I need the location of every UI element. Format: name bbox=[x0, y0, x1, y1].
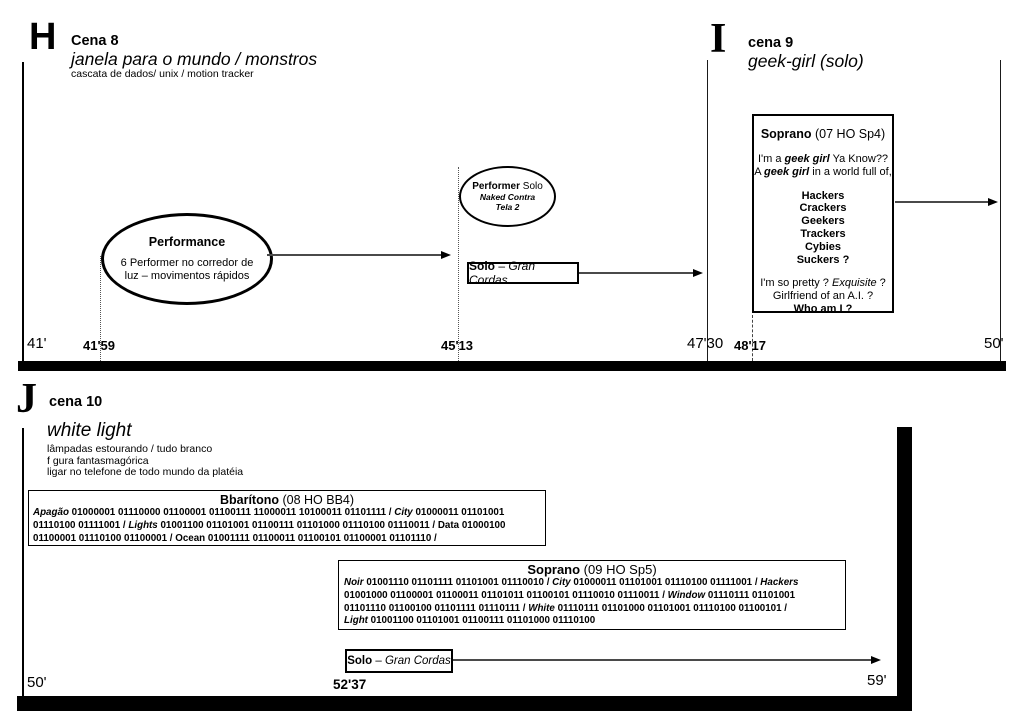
performance-ellipse-desc2: luz – movimentos rápidos bbox=[124, 270, 250, 282]
section-i-letter: I bbox=[710, 16, 727, 62]
scene-j-subtitle: white light bbox=[47, 420, 132, 441]
soprano-binary-line: 01001000 01100001 01100011 01101011 01100101 01110010 01110011 / Window 01110111 01101001 bbox=[344, 589, 796, 601]
arrow-shaft bbox=[453, 659, 874, 661]
arrow-shaft bbox=[895, 201, 991, 203]
soprano-sp4-title: Soprano (07 HO Sp4) bbox=[760, 127, 886, 141]
scene-j-note-3: ligar no telefone de todo mundo da platéia bbox=[47, 466, 244, 478]
soprano-sp4-box bbox=[752, 114, 894, 313]
spacer bbox=[754, 266, 892, 277]
arrow-head-icon bbox=[988, 198, 998, 206]
timeline-bar-top bbox=[18, 361, 1006, 371]
soprano-sp4-line5: Who am I ? bbox=[793, 302, 853, 315]
scene-j-title: cena 10 bbox=[49, 394, 103, 410]
scene-h-note: cascata de dados/ unix / motion tracker bbox=[71, 68, 254, 80]
scene-i-header bbox=[748, 35, 864, 71]
cue-line-50 bbox=[1000, 60, 1001, 361]
performer-solo-title: Performer Solo bbox=[472, 181, 543, 192]
baritone-bb4-title: Bbarítono (08 HO BB4) bbox=[219, 493, 355, 507]
baritone-binary-line: 01100001 01110100 01100001 / Ocean 01001111 01100011 01100101 01100001 01101110 / bbox=[33, 532, 437, 544]
scene-j-start-line bbox=[22, 428, 24, 697]
soprano-binary-line: Noir 01001110 01101111 01101001 01110010 / City 01000011 01101001 01110100 01111001 / Hackers bbox=[344, 577, 799, 588]
time-label-59: 59' bbox=[867, 672, 887, 689]
performer-solo-sub2: Tela 2 bbox=[495, 202, 520, 212]
scene-i-title: cena 9 bbox=[748, 35, 794, 51]
solo-gran-cordas-box-j bbox=[345, 649, 453, 673]
scene-h-header bbox=[71, 33, 317, 80]
soprano-sp4-list-item: Hackers bbox=[801, 189, 845, 202]
scene-j-note-2: f gura fantasmagórica bbox=[47, 454, 149, 467]
soprano-sp4-list-item: Suckers ? bbox=[796, 253, 850, 266]
scene-h-subtitle: janela para o mundo / monstros bbox=[71, 49, 318, 69]
timeline-bar-bottom bbox=[17, 696, 912, 711]
soprano-sp5-title: Soprano (09 HO Sp5) bbox=[527, 562, 657, 577]
performer-solo-ellipse bbox=[459, 166, 556, 227]
solo-gran-cordas-label-j: Solo – Gran Cordas bbox=[347, 655, 451, 667]
scene-h-title: Cena 8 bbox=[71, 33, 119, 49]
baritone-binary-line: 01110100 01111001 / Lights 01001100 01101001 01100111 01101000 01110100 01110011 / Data 01000100 bbox=[33, 519, 506, 531]
solo-gran-cordas-box-h bbox=[467, 259, 579, 287]
scene-j-description bbox=[47, 420, 243, 479]
time-label-47-30: 47'30 bbox=[687, 335, 724, 352]
time-label-50-top: 50' bbox=[984, 335, 1004, 352]
soprano-sp4-list-item: Cybies bbox=[804, 240, 842, 253]
scene-i-subtitle: geek-girl (solo) bbox=[748, 51, 864, 71]
performer-solo-sub1: Naked Contra bbox=[479, 192, 536, 202]
soprano-sp5-box bbox=[338, 560, 846, 630]
soprano-binary-line: 01101110 01100100 01101111 01110111 / White 01110111 01101000 01101001 01110100 01100101 / bbox=[344, 602, 788, 614]
arrow-head-icon bbox=[441, 251, 451, 259]
soprano-sp4-list-item: Crackers bbox=[799, 202, 847, 215]
arrow-head-icon bbox=[693, 269, 703, 277]
solo-gran-cordas-label-h: Solo – Gran Cordas bbox=[469, 259, 536, 287]
timeline-bar-right-vertical bbox=[897, 427, 912, 711]
section-j-letter: J bbox=[16, 376, 37, 422]
arrow-shaft bbox=[267, 254, 444, 256]
time-label-41: 41' bbox=[27, 335, 47, 352]
soprano-binary-line: Light 01001100 01101001 01100111 01101000 01110100 bbox=[344, 615, 596, 627]
arrow-head-icon bbox=[871, 656, 881, 664]
spacer bbox=[754, 179, 892, 190]
time-label-41-59: 41'59 bbox=[83, 338, 116, 353]
section-h-letter: H bbox=[29, 16, 57, 58]
soprano-sp4-line1: I'm a geek girl Ya Know?? bbox=[757, 153, 889, 165]
baritone-binary-line: Apagão 01000001 01110000 01100001 01100111 11000011 10100011 01101111 / City 01000011 01101001 bbox=[33, 507, 505, 518]
soprano-sp4-line3: I'm so pretty ? Exquisite ? bbox=[760, 277, 886, 290]
baritone-bb4-box bbox=[28, 490, 546, 546]
scene-i-start-line bbox=[707, 60, 708, 361]
time-label-50-bottom: 50' bbox=[27, 674, 47, 691]
soprano-sp4-list-item: Trackers bbox=[800, 227, 846, 240]
soprano-sp4-line4: Girlfriend of an A.I. ? bbox=[772, 290, 874, 303]
scene-h-start-line bbox=[22, 62, 24, 361]
time-label-45-13: 45'13 bbox=[441, 338, 474, 353]
performance-ellipse-title: Performance bbox=[148, 235, 226, 249]
arrow-shaft bbox=[579, 272, 696, 274]
performance-ellipse bbox=[101, 213, 273, 305]
time-label-48-17: 48'17 bbox=[734, 338, 767, 353]
performance-ellipse-desc1: 6 Performer no corredor de bbox=[120, 257, 254, 269]
soprano-sp4-list-item: Geekers bbox=[801, 215, 845, 228]
scene-j-note-1: lâmpadas estourando / tudo branco bbox=[47, 443, 213, 455]
time-label-52-37: 52'37 bbox=[333, 677, 367, 692]
soprano-sp4-line2: A geek girl in a world full of, bbox=[754, 165, 892, 178]
